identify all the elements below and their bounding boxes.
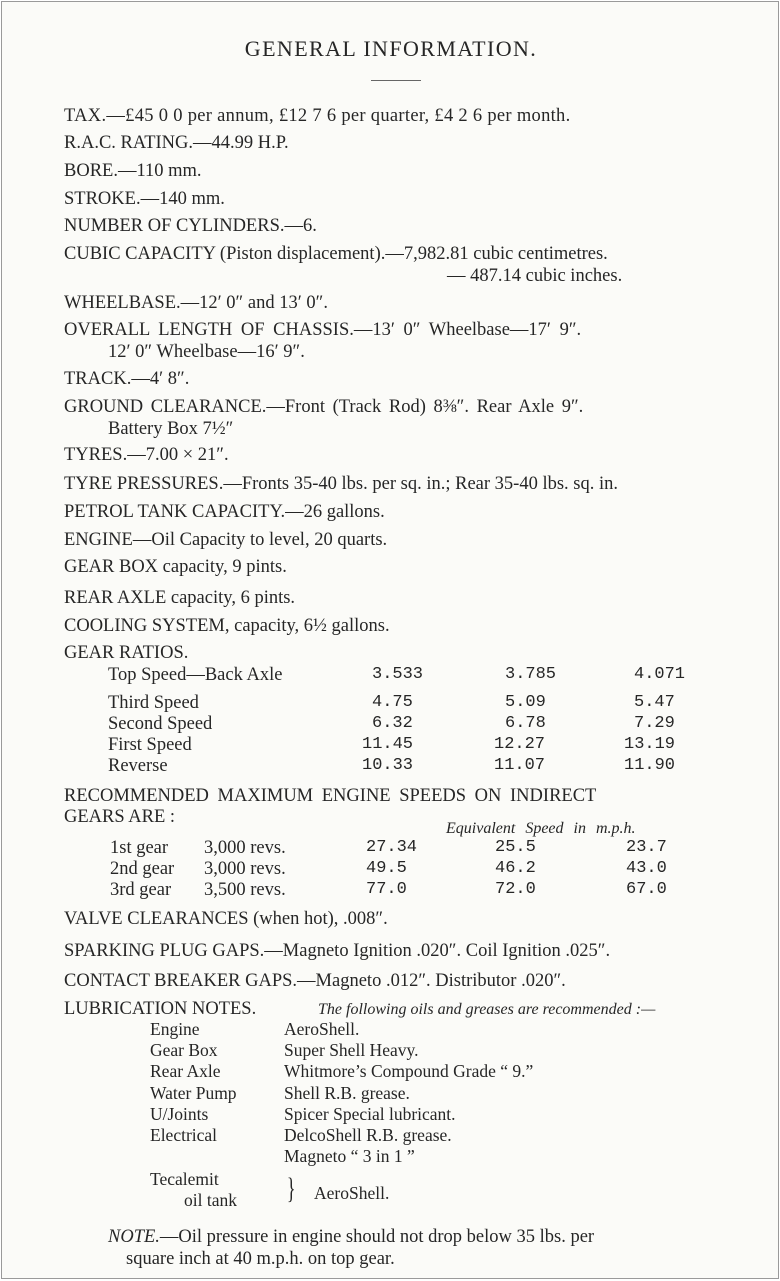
gear-ratio-value: 13.19 (624, 735, 676, 754)
page-title: GENERAL INFORMATION. (244, 36, 538, 61)
lubrication-oil: AeroShell. (284, 1019, 360, 1039)
lubrication-oil: Super Shell Heavy. (284, 1040, 419, 1060)
contact-breaker-line: CONTACT BREAKER GAPS.—Magneto .012″. Distributor .020″. (64, 971, 566, 991)
title-divider (371, 80, 421, 81)
engine-speed-gear: 3rd gear (110, 880, 172, 900)
gear-box-line: GEAR BOX capacity, 9 pints. (64, 557, 287, 577)
gear-ratio-label: First Speed (108, 735, 192, 755)
stroke-line: STROKE.—140 mm. (64, 189, 225, 209)
engine-speeds-heading: RECOMMENDED MAXIMUM ENGINE SPEEDS ON INDIRECT (64, 786, 597, 806)
gear-ratio-label: Second Speed (108, 714, 213, 734)
lubrication-item: Engine (150, 1019, 200, 1039)
tax-line: TAX.—£45 0 0 per annum, £12 7 6 per quarter, £4 2 6 per month. (64, 106, 571, 126)
engine-speed-revs: 3,000 revs. (204, 859, 286, 879)
cubic-inches-line: — 487.14 cubic inches. (447, 266, 623, 286)
lubrication-oil: Shell R.B. grease. (284, 1083, 410, 1103)
engine-speed-gear: 1st gear (110, 838, 169, 858)
lubrication-oil: DelcoShell R.B. grease. (284, 1125, 452, 1145)
bore-line: BORE.—110 mm. (64, 161, 202, 181)
footnote-label: NOTE. (108, 1227, 160, 1247)
engine-speed-value: 77.0 (366, 880, 407, 899)
gear-ratio-value: 11.90 (624, 756, 676, 775)
oil-tank-label: oil tank (184, 1190, 237, 1210)
lubrication-item: Gear Box (150, 1040, 218, 1060)
gear-ratios-heading: GEAR RATIOS. (64, 643, 189, 663)
sparking-plug-line: SPARKING PLUG GAPS.—Magneto Ignition .020″. Coil Ignition .025″. (64, 941, 611, 961)
engine-speed-revs: 3,000 revs. (204, 838, 286, 858)
footnote-text: —Oil pressure in engine should not drop below 35 lbs. per (159, 1227, 595, 1247)
brace-glyph: } (286, 1172, 296, 1205)
cubic-capacity-line: CUBIC CAPACITY (Piston displacement).—7,982.81 cubic centimetres. (64, 244, 608, 264)
lubrication-heading: LUBRICATION NOTES. (64, 999, 257, 1019)
tecalemit-oil: AeroShell. (314, 1183, 390, 1203)
gear-ratio-value: 6.78 (505, 714, 546, 733)
gear-ratio-value: 10.33 (362, 756, 414, 775)
gear-ratio-value: 6.32 (372, 714, 413, 733)
overall-length-line-2: 12′ 0″ Wheelbase—16′ 9″. (108, 342, 305, 362)
tecalemit-label: Tecalemit (150, 1169, 219, 1189)
gear-ratio-value: 4.071 (634, 665, 686, 684)
engine-oil-line: ENGINE—Oil Capacity to level, 20 quarts. (64, 530, 388, 550)
lubrication-item: Rear Axle (150, 1061, 221, 1081)
engine-speed-value: 23.7 (626, 838, 667, 857)
gear-ratio-value: 7.29 (634, 714, 675, 733)
lubrication-item: Water Pump (150, 1083, 237, 1103)
ground-clearance-line: GROUND CLEARANCE.—Front (Track Rod) 8⅜″. Rear Axle 9″. (64, 397, 584, 417)
lubrication-item: Electrical (150, 1125, 218, 1145)
rear-axle-line: REAR AXLE capacity, 6 pints. (64, 588, 296, 608)
gear-ratio-value: 12.27 (494, 735, 546, 754)
tyre-pressures-line: TYRE PRESSURES.—Fronts 35-40 lbs. per sq. in.; Rear 35-40 lbs. sq. in. (64, 474, 618, 494)
engine-speed-value: 46.2 (495, 859, 536, 878)
engine-speed-gear: 2nd gear (110, 859, 175, 879)
footnote-line (108, 1226, 594, 1248)
rac-rating-line: R.A.C. RATING.—44.99 H.P. (64, 133, 289, 153)
gear-ratio-value: 11.45 (362, 735, 414, 754)
lubrication-oil: Whitmore’s Compound Grade “ 9.” (284, 1061, 534, 1081)
gear-ratio-value: 4.75 (372, 693, 413, 712)
gear-ratio-value: 11.07 (494, 756, 546, 775)
wheelbase-line: WHEELBASE.—12′ 0″ and 13′ 0″. (64, 293, 328, 313)
engine-speed-revs: 3,500 revs. (204, 880, 286, 900)
gear-ratio-value: 5.47 (634, 693, 675, 712)
gear-ratio-value: 3.533 (372, 665, 424, 684)
document-page (1, 1, 779, 1279)
track-line: TRACK.—4′ 8″. (64, 369, 190, 389)
ground-clearance-line-2: Battery Box 7½″ (108, 419, 234, 439)
engine-speed-value: 49.5 (366, 859, 407, 878)
cylinders-line: NUMBER OF CYLINDERS.—6. (64, 216, 317, 236)
lubrication-oil: Spicer Special lubricant. (284, 1104, 456, 1124)
lubrication-item: U/Joints (150, 1104, 209, 1124)
valve-clearances-line: VALVE CLEARANCES (when hot), .008″. (64, 909, 388, 929)
gear-ratio-label: Reverse (108, 756, 168, 776)
engine-speeds-heading-2: GEARS ARE : (64, 807, 176, 827)
gear-ratio-label: Top Speed—Back Axle (108, 665, 283, 685)
overall-length-line: OVERALL LENGTH OF CHASSIS.—13′ 0″ Wheelbase—17′ 9″. (64, 320, 582, 340)
engine-speed-value: 72.0 (495, 880, 536, 899)
gear-ratio-value: 3.785 (505, 665, 557, 684)
engine-speed-value: 27.34 (366, 838, 418, 857)
cooling-system-line: COOLING SYSTEM, capacity, 6½ gallons. (64, 616, 390, 636)
tyres-line: TYRES.—7.00 × 21″. (64, 445, 229, 465)
engine-speed-value: 67.0 (626, 880, 667, 899)
equivalent-speed-subheader: Equivalent Speed in m.p.h. (446, 820, 636, 837)
lubrication-note: The following oils and greases are recommended :— (318, 1001, 656, 1018)
engine-speed-value: 43.0 (626, 859, 667, 878)
gear-ratio-label: Third Speed (108, 693, 199, 713)
petrol-tank-line: PETROL TANK CAPACITY.—26 gallons. (64, 502, 385, 522)
lubrication-oil: Magneto “ 3 in 1 ” (284, 1146, 415, 1166)
footnote-line-2: square inch at 40 m.p.h. on top gear. (126, 1249, 395, 1269)
gear-ratio-value: 5.09 (505, 693, 546, 712)
engine-speed-value: 25.5 (495, 838, 536, 857)
